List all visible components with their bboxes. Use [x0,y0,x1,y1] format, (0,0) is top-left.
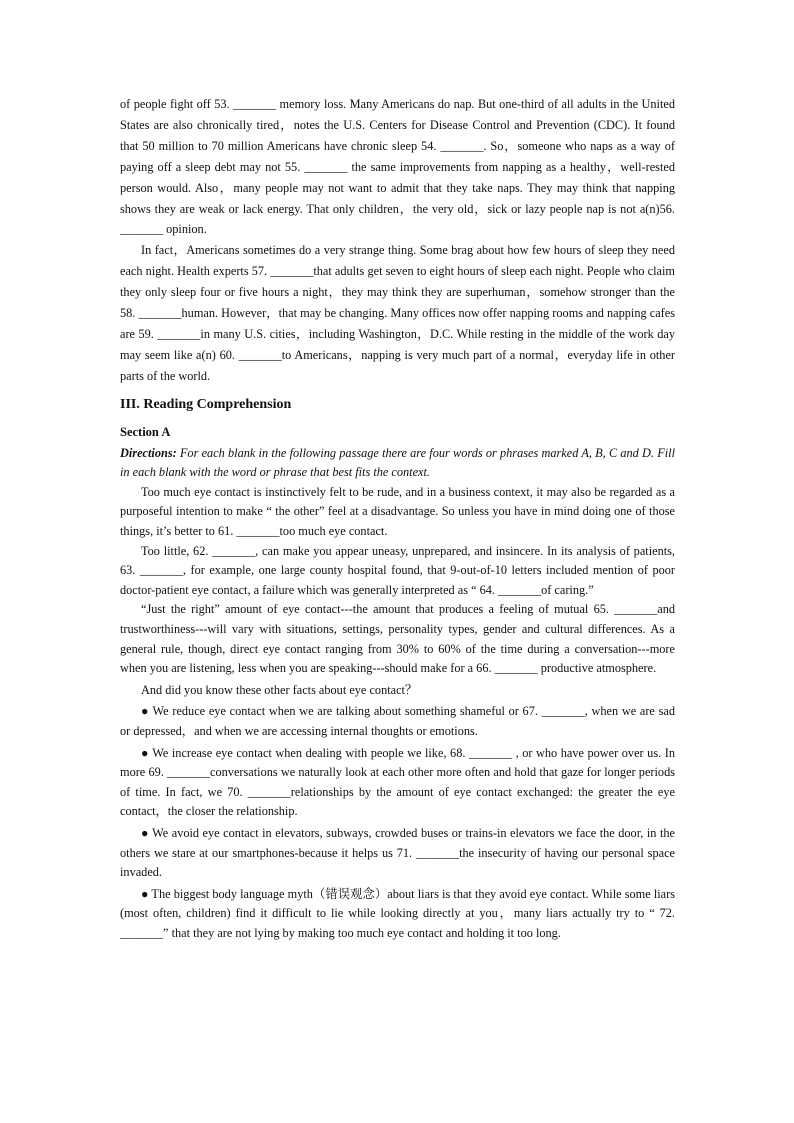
bullet-fact-1: ● We reduce eye contact when we are talking about something shameful or 67. _______, when we are sad or depressed，and when we are accessing internal thoughts or emotions. [120,704,675,738]
directions-label: Directions: [120,445,177,460]
bullet-fact-3: ● We avoid eye contact in elevators, subways, crowded buses or trains-in elevators we face the door, in the others we stare at our smartphones-because it helps us 71. _______the insecurity of having our personal space invaded. [120,825,675,880]
bullet-fact-4: ● The biggest body language myth（错误观念）about liars is that they avoid eye contact. While some liars (most often, children) find it difficult to lie while looking directly at you，many liars actually try to “ 72. _______” that they are not lying by making too much eye contact and holding it too long. [120,886,675,940]
bullet-fact-2: ● We increase eye contact when dealing with people we like, 68. _______ , or who have power over us. In more 69. _______conversations we naturally look at each other more often and hold that gaze for longer periods of time. In fact, we 70. _______relationships by the amount of eye contact exchanged: the greater the eye contact，the closer the relationship. [120,745,675,819]
reading-paragraph-2: Too little, 62. _______, can make you appear uneasy, unprepared, and insincere. In its analysis of patients, 63. _______, for example, one large county hospital found, that 9-out-of-10 letters included mention of poor doctor-patient eye contact, a failure which was generally interpreted as “ 64. _______of caring.” [120,543,675,597]
reading-paragraph-1: Too much eye contact is instinctively felt to be rude, and in a business context, it may also be regarded as a purposeful intention to make “ the other” feel at a disadvantage. So unless you have in mind doing one of those things, it’s better to 61. _______too much eye contact. [120,484,675,539]
section-subheading: Section A [120,424,171,439]
reading-paragraph-3: “Just the right” amount of eye contact---the amount that produces a feeling of mutual 65. _______and trustworthiness---will vary with situations, settings, personality types, gender and cultural differences. As a general rule, though, direct eye contact ranging from 30% to 60% of the time during a conversation---more when you are listening, less when you are speaking---should make for a 66. _______ productive atmosphere. [120,602,675,676]
directions-text: For each blank in the following passage there are four words or phrases marked A, B, C and D. Fill in each blank with the word or phrase that best fits the context. [120,445,675,480]
text-column [120,94,675,944]
directions [120,444,675,483]
cloze-paragraph-2: In fact，Americans sometimes do a very strange thing. Some brag about how few hours of sleep they need each night. Health experts 57. _______that adults get seven to eight hours of sleep each night. People who claim they only sleep four or five hours a night，they may think they are superhuman，somehow stronger than the 58. _______human. However，that may be changing. Many offices now offer napping rooms and napping cafes are 59. _______in many U.S. cities，including Washington，D.C. While resting in the middle of the work day may seem like a(n) 60. _______to Americans，napping is very much part of a normal，everyday life in other parts of the world. [120,243,675,383]
reading-paragraph-4: And did you know these other facts about eye contact？ [141,682,418,697]
cloze-paragraph-1: of people fight off 53. _______ memory loss. Many Americans do nap. But one-third of all adults in the United States are also chronically tired，notes the U.S. Centers for Disease Control and Prevention (CDC). It found that 50 million to 70 million Americans have chronic sleep 54. _______. So，someone who naps as a way of paying off a sleep debt may not 55. _______ the same improvements from napping as a healthy，well-rested person would. Also，many people may not want to admit that they take naps. They may think that napping shows they are weak or lack energy. That only children，the very old，sick or lazy people nap is not a(n)56. _______ opinion. [120,97,675,237]
section-heading: III. Reading Comprehension [120,396,292,412]
